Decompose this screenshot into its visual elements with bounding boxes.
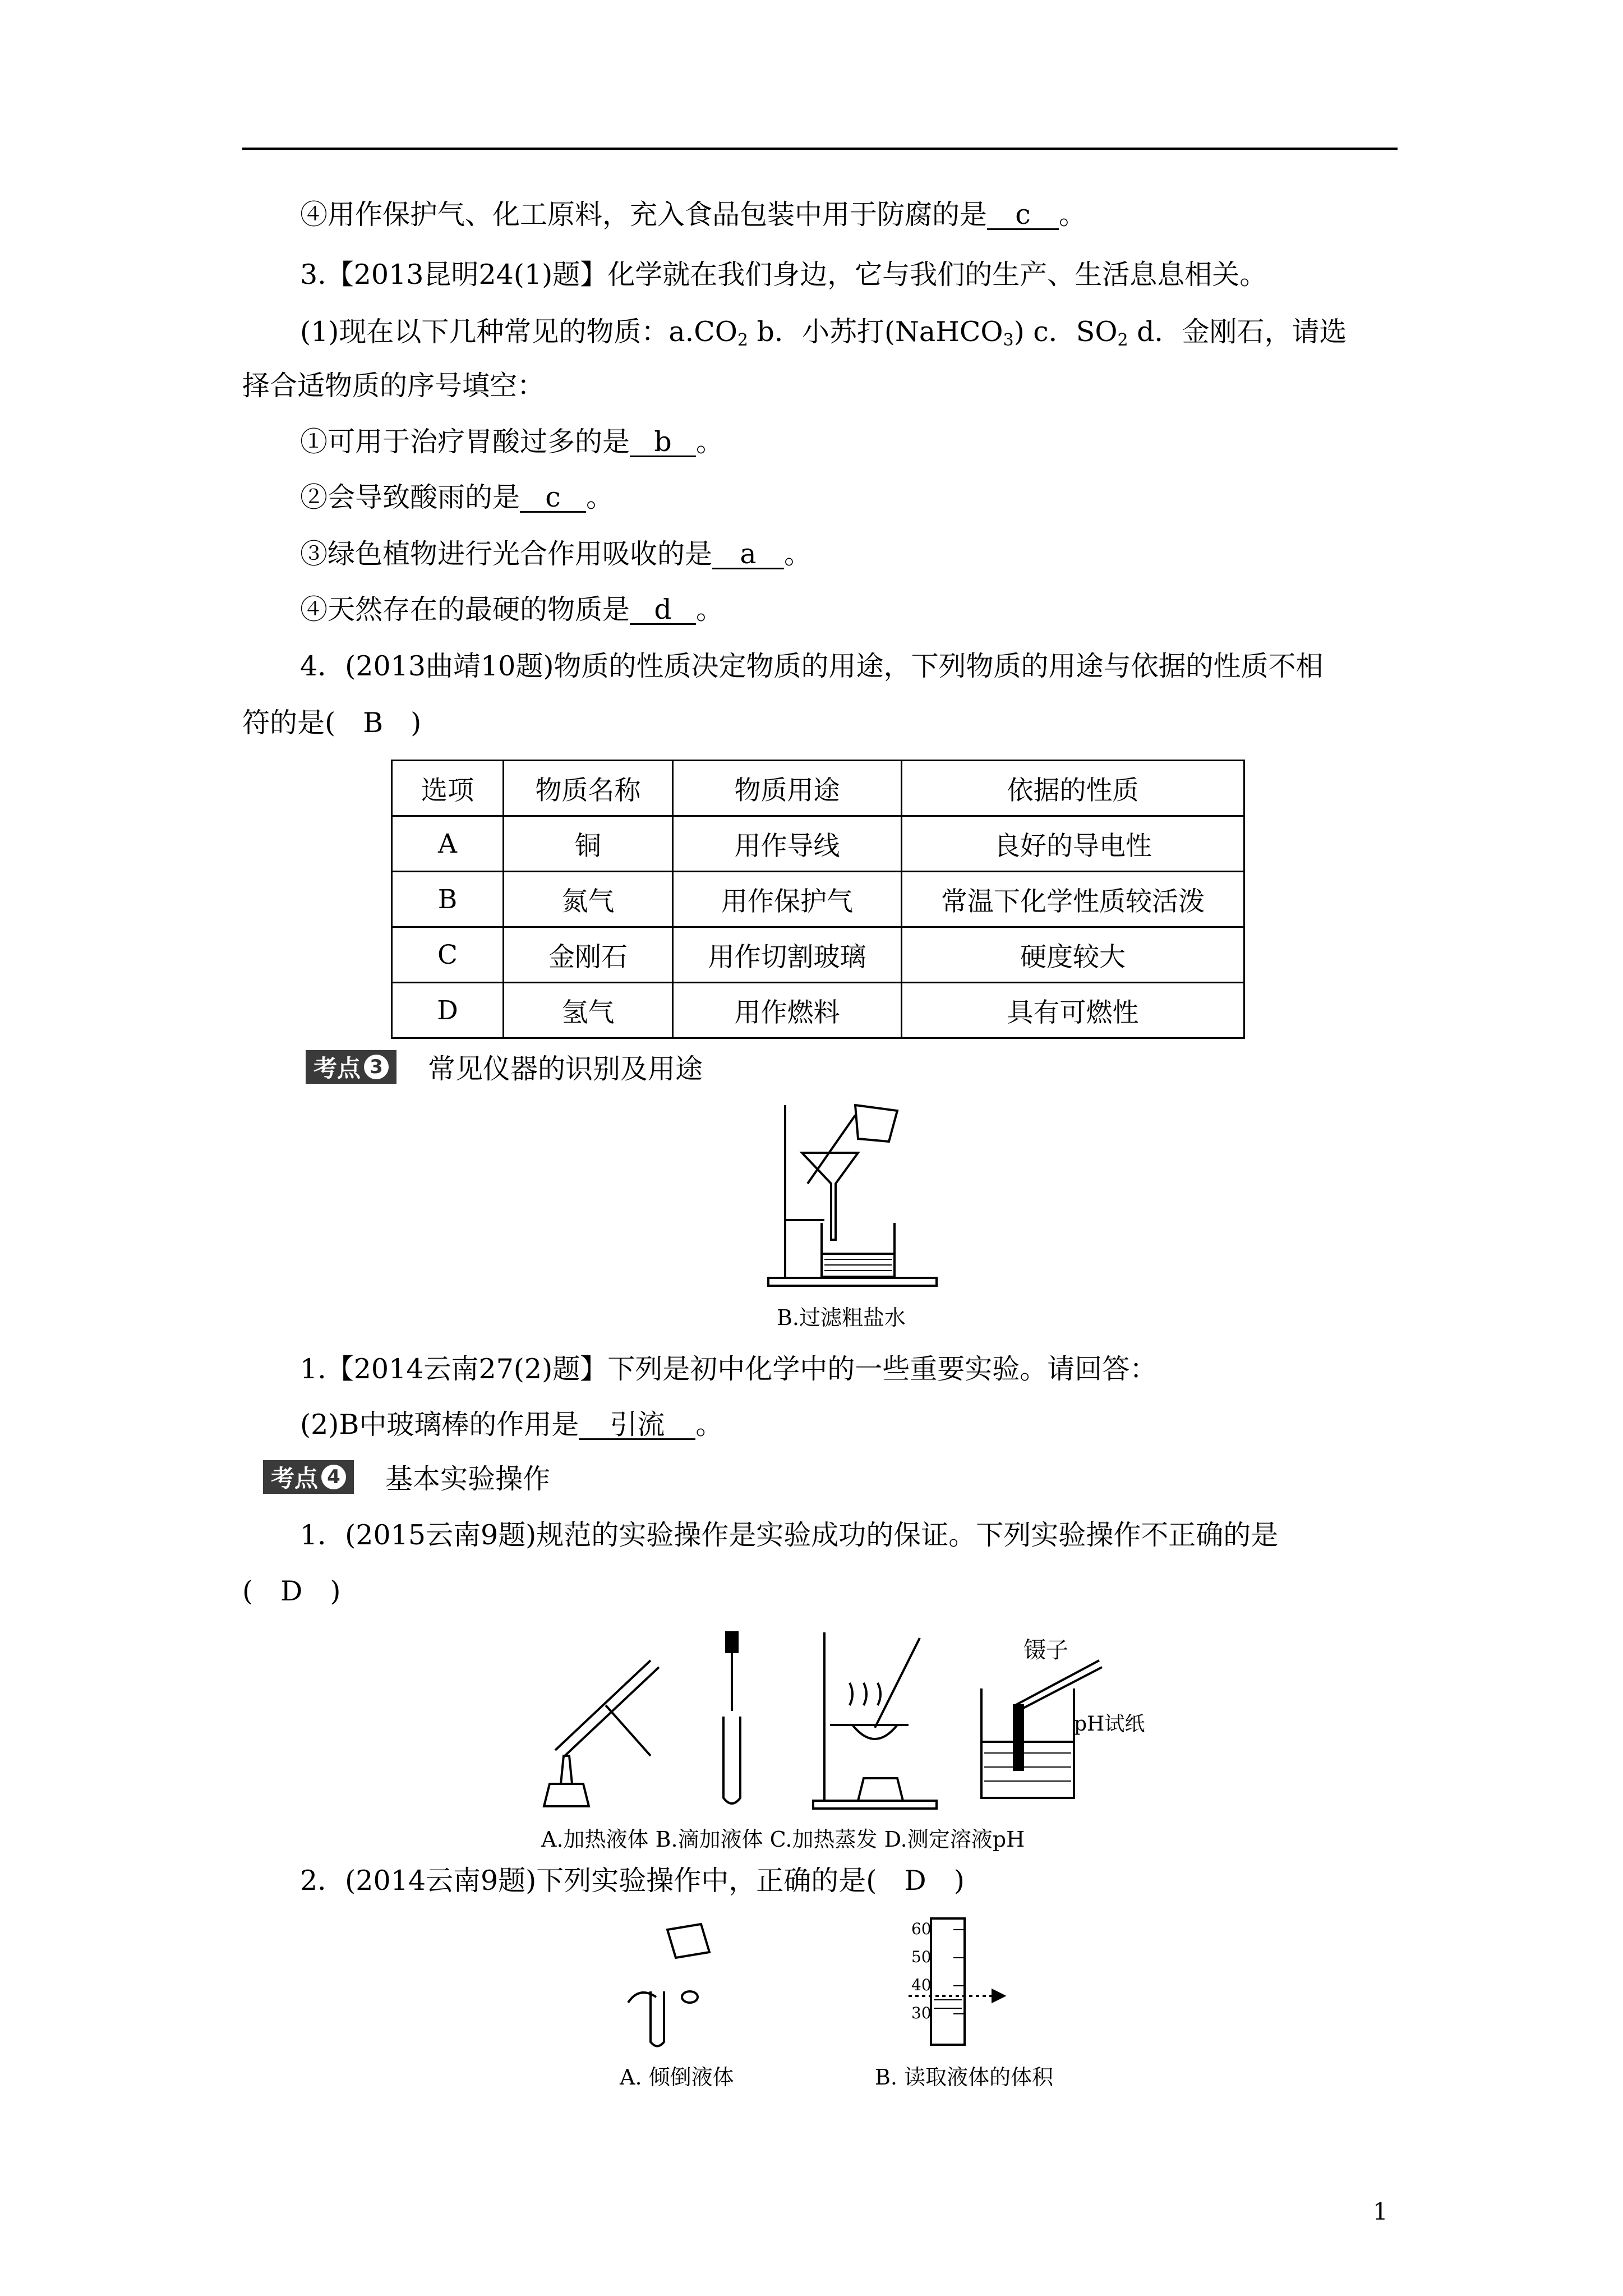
- table-header-cell: 物质用途: [673, 761, 902, 816]
- test-tube-a: [555, 1660, 651, 1750]
- tick-40: 40: [911, 1976, 932, 1994]
- q3-item1-end: 。: [696, 426, 724, 458]
- kaodian-badge-text: 考点: [271, 1465, 319, 1492]
- operations-caption-2b: B. 读取液体的体积: [875, 2065, 1054, 2090]
- stopper-a: [682, 1991, 698, 2003]
- q3-item3-text: ③绿色植物进行光合作用吸收的是: [300, 538, 713, 570]
- filtration-figure: [763, 1099, 948, 1290]
- kaodian-title: 常见仪器的识别及用途: [428, 1053, 703, 1085]
- table-header-cell: 选项: [392, 761, 504, 816]
- q3-sub1-c: ) c．SO: [1013, 316, 1118, 348]
- operations-caption-1: A.加热液体 B.滴加液体 C.加热蒸发 D.测定溶液pH: [541, 1827, 1025, 1852]
- table-cell: 用作燃料: [673, 983, 902, 1038]
- kaodian-badge: [306, 1050, 396, 1084]
- kd4-q1-line1: 1．(2015云南9题)规范的实验操作是实验成功的保证。下列实验操作不正确的是: [300, 1519, 1279, 1551]
- sub-2b: 2: [1117, 330, 1128, 350]
- table-cell: 氢气: [504, 983, 673, 1038]
- holder-a: [606, 1705, 651, 1756]
- q2-item4-answer: c: [987, 201, 1059, 230]
- kd4-q1-line2: ( D ): [242, 1575, 341, 1607]
- kaodian-number: 4: [321, 1465, 346, 1489]
- kd3-q1-end: 。: [695, 1409, 723, 1441]
- table-cell: 用作导线: [673, 816, 902, 872]
- q4-line1: 4．(2013曲靖10题)物质的性质决定物质的用途，下列物质的用途与依据的性质不相: [300, 650, 1324, 682]
- glass-rod-c: [875, 1638, 920, 1728]
- table-header-cell: 依据的性质: [902, 761, 1244, 816]
- operations-figure-2: [606, 1913, 1054, 2047]
- pouring-beaker: [855, 1105, 897, 1142]
- q2-item4: [300, 201, 1086, 230]
- q3-sub1-b: b．小苏打(NaHCO: [748, 316, 1003, 348]
- kaodian-badge-text: 考点: [313, 1055, 361, 1082]
- q3-item4-answer: d: [630, 596, 696, 625]
- tick-50: 50: [911, 1948, 932, 1966]
- stand-base: [768, 1278, 937, 1286]
- ph-paper: [1014, 1705, 1023, 1770]
- alcohol-lamp-a: [544, 1784, 589, 1806]
- q3-item2: [300, 481, 614, 513]
- page-number: 1: [1373, 2198, 1388, 2225]
- filtration-caption: B.过滤粗盐水: [777, 1305, 906, 1330]
- test-tube-a2: [651, 1991, 664, 2046]
- kd3-q1-sub: [300, 1411, 723, 1440]
- sub-2: 2: [737, 330, 748, 350]
- kd4-q2-line: 2．(2014云南9题)下列实验操作中，正确的是( D ): [300, 1865, 965, 1897]
- q3-item2-end: 。: [586, 481, 614, 513]
- q3-item3-answer: a: [712, 540, 784, 569]
- q3-item4: [300, 593, 724, 625]
- table-row: [392, 816, 1244, 872]
- q3-stem: 3.【2013昆明24(1)题】化学就在我们身边，它与我们的生产、生活息息相关。: [300, 259, 1267, 291]
- kaodian-badge: [263, 1460, 354, 1494]
- q3-sub1-line1: [300, 318, 1347, 349]
- kaodian-3: [306, 1050, 703, 1084]
- table-header-cell: 物质名称: [504, 761, 673, 816]
- tick-30: 30: [911, 2004, 932, 2022]
- eye-icon: [993, 1990, 1004, 2001]
- table-cell: C: [392, 927, 504, 983]
- hand-a: [628, 1993, 656, 2003]
- table-row: [392, 983, 1244, 1038]
- operations-figure-1: [538, 1627, 1211, 1812]
- table-cell: 金刚石: [504, 927, 673, 983]
- q3-sub1-line2: 择合适物质的序号填空：: [242, 370, 545, 402]
- tick-60: 60: [911, 1920, 932, 1938]
- kaodian-number: 3: [364, 1055, 389, 1079]
- table-cell: 铜: [504, 816, 673, 872]
- q3-item3-end: 。: [784, 538, 812, 570]
- table-cell: 硬度较大: [902, 927, 1244, 983]
- table-cell: 具有可燃性: [902, 983, 1244, 1038]
- kaodian-title: 基本实验操作: [385, 1463, 551, 1495]
- table-cell: 用作切割玻璃: [673, 927, 902, 983]
- table-row: [392, 872, 1244, 927]
- label-ph-paper: pH试纸: [1074, 1713, 1145, 1736]
- header-rule: [242, 148, 1398, 150]
- test-tube-b: [723, 1717, 740, 1803]
- q2-item4-end: 。: [1059, 199, 1087, 231]
- table-cell: 氮气: [504, 872, 673, 927]
- table-cell: 良好的导电性: [902, 816, 1244, 872]
- sub-3: 3: [1003, 330, 1014, 350]
- q3-item1-text: ①可用于治疗胃酸过多的是: [300, 426, 630, 458]
- kd3-q1-answer: 引流: [579, 1411, 695, 1440]
- kaodian-4: [263, 1460, 550, 1494]
- q3-item3: [300, 540, 811, 569]
- q3-item4-end: 。: [696, 593, 724, 625]
- table-cell: 常温下化学性质较活泼: [902, 872, 1244, 927]
- q3-sub1-d: d．金刚石，请选: [1128, 316, 1347, 348]
- funnel: [802, 1153, 858, 1240]
- q3-sub1-a: (1)现在以下几种常见的物质：a.CO: [300, 316, 737, 348]
- graduated-cylinder: [931, 1918, 965, 2045]
- q3-item4-text: ④天然存在的最硬的物质是: [300, 593, 630, 625]
- label-tweezers: 镊子: [1023, 1637, 1068, 1663]
- tweezers-d: [1015, 1660, 1099, 1705]
- table-header-row: [392, 761, 1244, 816]
- table-cell: 用作保护气: [673, 872, 902, 927]
- table-row: [392, 927, 1244, 983]
- operations-caption-2a: A. 倾倒液体: [620, 2065, 734, 2090]
- q3-item2-text: ②会导致酸雨的是: [300, 481, 520, 513]
- kd3-q1-stem: 1.【2014云南27(2)题】下列是初中化学中的一些重要实验。请回答：: [300, 1353, 1158, 1385]
- glass-rod: [808, 1115, 855, 1184]
- table-cell: D: [392, 983, 504, 1038]
- table-cell: A: [392, 816, 504, 872]
- receiving-beaker: [822, 1223, 895, 1277]
- properties-table: [391, 760, 1245, 1039]
- table-cell: B: [392, 872, 504, 927]
- q4-line2: 符的是( B ): [242, 707, 422, 739]
- q3-item2-answer: c: [520, 484, 586, 513]
- q3-item1-answer: b: [630, 428, 696, 457]
- reagent-bottle-a: [667, 1924, 709, 1958]
- alcohol-lamp-c: [858, 1778, 903, 1801]
- kd3-q1-sub-text: (2)B中玻璃棒的作用是: [300, 1409, 579, 1441]
- q3-item1: [300, 428, 723, 457]
- q2-item4-text: ④用作保护气、化工原料，充入食品包装中用于防腐的是: [300, 199, 988, 231]
